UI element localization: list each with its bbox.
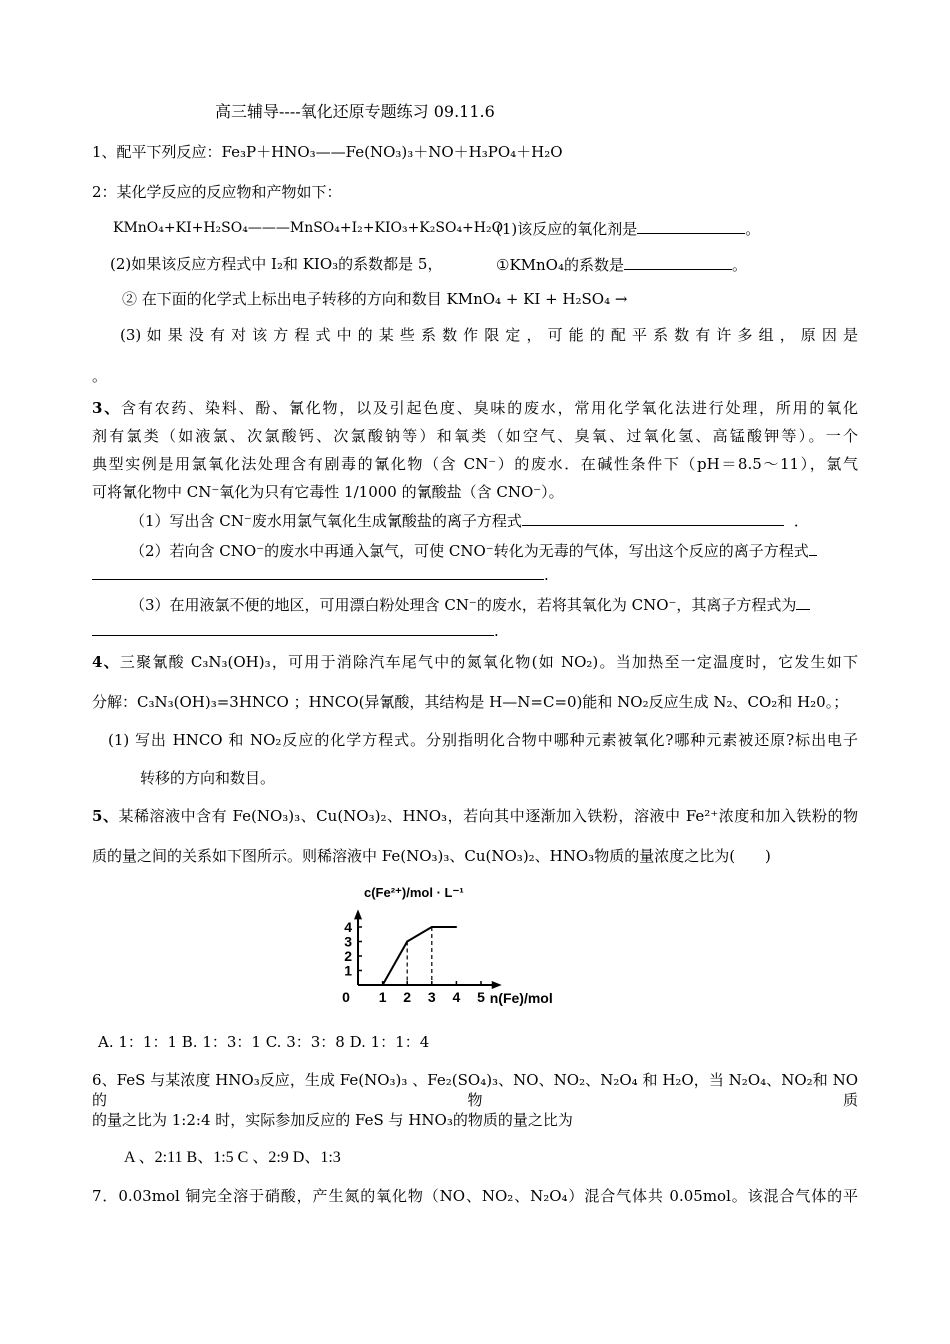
- y-tick-label: 2: [344, 948, 352, 964]
- punctuation: ．: [793, 512, 809, 530]
- question-3-line-1: [92, 398, 858, 418]
- question-3-part-3-line: [92, 620, 499, 641]
- answer-blank[interactable]: [796, 594, 810, 610]
- x-axis-arrow: [492, 981, 502, 989]
- question-4-line-1: [92, 652, 858, 672]
- question-1: [92, 142, 563, 162]
- chart-guides: [407, 927, 432, 985]
- answer-blank[interactable]: [522, 510, 784, 526]
- question-3-line-2: 剂有氯类（如液氯、次氯酸钙、次氯酸钠等）和氧类（如空气、臭氧、过氧化氢、高锰酸钾等）。一个: [92, 427, 858, 445]
- question-5-line-2: 质的量之间的关系如下图所示。则稀溶液中 Fe(NO₃)₃、Cu(NO₃)₂、HNO₃物质的量浓度之比为( ): [92, 847, 771, 865]
- x-tick-label: 2: [403, 989, 412, 1005]
- question-2-part-2b: ② 在下面的化学式上标出电子转移的方向和数目 KMnO₄ + KI + H₂SO₄ →: [122, 290, 628, 308]
- y-tick-label: 4: [344, 919, 352, 935]
- question-2-part-3: (3) 如 果 没 有 对 该 方 程 式 中 的 某 些 系 数 作 限 定 ， 可 能 的 配 平 系 数 有 许 多 组 ， 原 因 是: [120, 326, 858, 344]
- question-1-text: 1、配平下列反应：Fe₃P＋HNO₃——Fe(NO₃)₃＋NO＋H₃PO₄＋H₂O: [92, 143, 563, 161]
- y-tick-label: 1: [344, 962, 352, 979]
- question-6-line-1: 6、FeS 与某浓度 HNO₃反应，生成 Fe(NO₃)₃ 、Fe₂(SO₄)₃、NO、NO₂、N₂O₄ 和 H₂O，当 N₂O₄、NO₂和 NO 的物质: [92, 1071, 858, 1109]
- question-3-part-2: [130, 540, 817, 561]
- punctuation: 。: [745, 220, 761, 238]
- question-5-options: A. 1：1：1 B. 1：3：1 C. 3：3：8 D. 1：1：4: [98, 1033, 430, 1051]
- question-4-part-1-line-2: 转移的方向和数目。: [140, 769, 276, 787]
- question-6-options: A 、2:11 B、1:5 C 、2:9 D、1:3: [124, 1149, 341, 1166]
- question-3-stem-1: 含有农药、染料、酚、氰化物，以及引起色度、臭味的废水，常用化学氧化法进行处理，所用的氧化: [121, 399, 859, 417]
- series-line: [383, 927, 457, 985]
- question-3-part-2-label: （2）若向含 CNO⁻的废水中再通入氯气，可使 CNO⁻转化为无毒的气体，写出这个反应的离子方程式: [130, 542, 809, 560]
- chart-axes: [354, 909, 502, 989]
- punctuation: .: [494, 622, 499, 640]
- question-3-part-1: [130, 510, 809, 531]
- chart-series: [382, 926, 457, 986]
- x-tick-label: 5: [477, 989, 485, 1005]
- question-3-part-3-label: （3）在用液氯不便的地区，可用漂白粉处理含 CN⁻的废水，若将其氧化为 CNO⁻，其离子方程式为: [130, 596, 797, 614]
- question-4-number: 4、: [92, 653, 120, 671]
- answer-blank[interactable]: [624, 254, 732, 270]
- question-2-part-1-label: (1)该反应的氧化剂是: [496, 220, 638, 238]
- question-4-line-2: 分解：C₃N₃(OH)₃=3HNCO ；HNCO(异氰酸，其结构是 H—N=C=0)能和 NO₂反应生成 N₂、CO₂和 H₂0。；: [92, 693, 849, 711]
- chart-labels: [342, 885, 553, 1006]
- data-point: [456, 926, 458, 928]
- question-3-number: 3、: [92, 399, 122, 417]
- question-2-part-1: [496, 218, 760, 239]
- x-axis-label: n(Fe)/mol: [489, 990, 553, 1006]
- x-tick-label: 1: [378, 989, 387, 1005]
- data-point: [431, 926, 433, 928]
- question-3-part-2-line: [92, 564, 549, 585]
- y-tick-label: 3: [344, 933, 352, 950]
- question-2-part-2a-label: ①KMnO₄的系数是: [496, 256, 624, 274]
- question-2-stem: 2：某化学反应的反应物和产物如下：: [92, 183, 342, 201]
- answer-blank[interactable]: [92, 564, 544, 580]
- x-tick-label: 3: [427, 989, 436, 1005]
- question-4-part-1: (1) 写出 HNCO 和 NO₂反应的化学方程式。分别指明化合物中哪种元素被氧化?哪种元素被还原?标出电子: [108, 731, 858, 749]
- answer-blank[interactable]: [92, 620, 494, 636]
- question-2-part-2a: [496, 254, 747, 275]
- question-4-stem-1: 三聚氰酸 C₃N₃(OH)₃，可用于消除汽车尾气中的氮氧化物(如 NO₂)。当加热至一定温度时，它发生如下: [119, 653, 859, 671]
- question-3-part-1-label: （1）写出含 CN⁻废水用氯气氧化生成氰酸盐的离子方程式: [130, 512, 522, 530]
- question-5-number: 5、: [92, 807, 119, 825]
- punctuation: 。: [731, 256, 747, 274]
- y-axis-arrow: [354, 909, 362, 919]
- question-3-part-3: [130, 594, 810, 615]
- origin-label: 0: [342, 989, 350, 1005]
- page-title: 高三辅导----氧化还原专题练习 09.11.6: [215, 102, 495, 121]
- question-2-reaction: KMnO₄+KI+H₂SO₄———MnSO₄+I₂+KIO₃+K₂SO₄+H₂O: [113, 220, 504, 236]
- data-point: [406, 941, 408, 943]
- question-6-line-2: 的量之比为 1:2:4 时，实际参加反应的 FeS 与 HNO₃的物质的量之比为: [92, 1111, 573, 1129]
- answer-blank[interactable]: [637, 218, 745, 234]
- y-axis-label: c(Fe²⁺)/mol · L⁻¹: [364, 885, 464, 900]
- question-5-stem-1: 某稀溶液中含有 Fe(NO₃)₃、Cu(NO₃)₂、HNO₃，若向其中逐渐加入铁粉，溶液中 Fe²⁺浓度和加入铁粉的物: [118, 807, 859, 825]
- answer-blank[interactable]: [809, 540, 817, 556]
- punctuation: .: [544, 566, 549, 584]
- question-3-line-3: 典型实例是用氯氧化法处理含有剧毒的氰化物（含 CN⁻）的废水．在碱性条件下（pH＝8.5～11），氯气: [92, 455, 858, 473]
- question-7-line-1: 7．0.03mol 铜完全溶于硝酸，产生氮的氧化物（NO、NO₂、N₂O₄）混合气体共 0.05mol。该混合气体的平: [92, 1187, 858, 1205]
- question-5-line-1: [92, 806, 858, 826]
- x-tick-label: 4: [452, 989, 461, 1005]
- question-2-part-2: (2)如果该反应方程式中 I₂和 KIO₃的系数都是 5，: [110, 255, 443, 273]
- question-3-line-4: 可将氰化物中 CN⁻氧化为只有它毒性 1/1000 的氰酸盐（含 CNO⁻）。: [92, 483, 564, 501]
- data-point: [382, 984, 384, 986]
- question-2-part-3-end: 。: [92, 367, 108, 385]
- fe2-concentration-chart: [336, 880, 586, 1010]
